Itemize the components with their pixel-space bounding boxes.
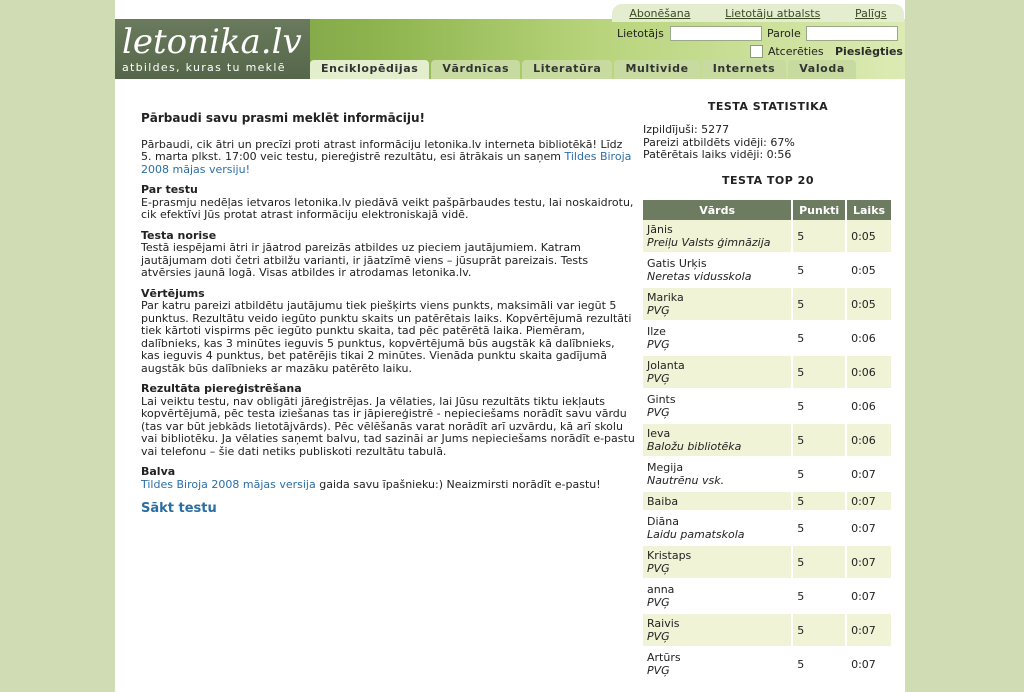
cell-name — [643, 287, 792, 321]
table-row — [643, 321, 892, 355]
table-row — [643, 457, 892, 491]
cell-time: 0:06 — [846, 389, 892, 423]
top20-table — [643, 200, 893, 682]
table-row — [643, 491, 892, 511]
cell-points: 5 — [792, 220, 846, 253]
cell-points: 5 — [792, 579, 846, 613]
participant-school: PVĢ — [647, 596, 670, 609]
cell-time: 0:07 — [846, 545, 892, 579]
cell-points: 5 — [792, 423, 846, 457]
cell-time: 0:06 — [846, 321, 892, 355]
participant-school: Neretas vidusskola — [647, 270, 752, 283]
remember-label: Atcerēties — [768, 45, 824, 58]
col-header-time[interactable]: Laiks — [846, 200, 892, 220]
cell-points: 5 — [792, 355, 846, 389]
cell-name — [643, 321, 792, 355]
tab-language[interactable]: Valoda — [788, 60, 856, 79]
section-heading-prize: Balva — [141, 465, 176, 478]
cell-name — [643, 220, 792, 253]
password-input[interactable] — [806, 26, 898, 41]
cell-name — [643, 457, 792, 491]
tab-literature[interactable]: Literatūra — [522, 60, 612, 79]
stats-block — [643, 124, 795, 162]
cell-time: 0:06 — [846, 423, 892, 457]
participant-name: Kristaps — [647, 549, 692, 562]
cell-name — [643, 647, 792, 681]
participant-name: Marika — [647, 291, 684, 304]
participant-school: Nautrēnu vsk. — [647, 474, 725, 487]
table-row — [643, 220, 892, 253]
cell-name — [643, 545, 792, 579]
cell-points: 5 — [792, 321, 846, 355]
section-heading-scoring: Vērtējums — [141, 286, 205, 300]
participant-school: PVĢ — [647, 630, 670, 643]
cell-points: 5 — [792, 457, 846, 491]
participant-name: Artūrs — [647, 651, 681, 664]
cell-name — [643, 389, 792, 423]
cell-time: 0:07 — [846, 579, 892, 613]
participant-school: Preiļu Valsts ģimnāzija — [647, 236, 771, 249]
cell-name — [643, 579, 792, 613]
cell-name — [643, 491, 792, 511]
cell-points: 5 — [792, 545, 846, 579]
participant-school: PVĢ — [647, 372, 670, 385]
section-text-about: E-prasmju nedēļas ietvaros letonika.lv piedāvā veikt pašpārbaudes testu, lai noskaidrotu, cik efektīvi Jūs protat atrast informāciju elektroniskajā vidē. — [141, 195, 634, 221]
cell-time: 0:05 — [846, 253, 892, 287]
cell-name — [643, 511, 792, 545]
cell-name — [643, 355, 792, 389]
cell-time: 0:06 — [846, 355, 892, 389]
top-links — [612, 4, 904, 22]
cell-points: 5 — [792, 647, 846, 681]
cell-points: 5 — [792, 253, 846, 287]
link-user-support[interactable]: Lietotāju atbalsts — [725, 6, 821, 20]
table-row — [643, 613, 892, 647]
section-text-process: Testā iespējami ātri ir jāatrod pareizās atbildes uz pieciem jautājumiem. Katram jautājumam doti četri atbilžu varianti, ir jāatzīmē viens – jūsuprāt pareizais. Tests atvērsies jaunā logā. Visas atbildes ir atrodamas letonika.lv. — [141, 241, 589, 279]
participant-name: Ieva — [647, 427, 671, 440]
participant-name: Jānis — [647, 223, 673, 236]
intro-text — [141, 139, 636, 177]
participant-name: Gints — [647, 393, 676, 406]
remember-checkbox[interactable] — [750, 45, 763, 58]
cell-points: 5 — [792, 613, 846, 647]
login-button[interactable]: Pieslēgties — [835, 45, 903, 58]
cell-points: 5 — [792, 389, 846, 423]
tab-multimedia[interactable]: Multivide — [614, 60, 699, 79]
table-row — [643, 647, 892, 681]
participant-school: PVĢ — [647, 562, 670, 575]
cell-time: 0:07 — [846, 613, 892, 647]
participant-school: Baložu bibliotēka — [647, 440, 742, 453]
table-row — [643, 511, 892, 545]
cell-points: 5 — [792, 287, 846, 321]
table-row — [643, 579, 892, 613]
intro-prize-link[interactable]: Tildes Biroja 2008 mājas versiju! — [141, 150, 632, 176]
cell-time: 0:07 — [846, 647, 892, 681]
section-text-scoring: Par katru pareizi atbildētu jautājumu tiek piešķirts viens punkts, maksimāli var iegūt 5 punktus. Rezultātu veido iegūto punktu skaits un patērētais laiks. Kopvērtējumā rezultāti tiek kārtoti vispirms pēc iegūto punktu skaita, tad pēc patērētā laika. Piemēram, dalībnieks, kas 3 minūtes ieguvis 5 punktus, kopvērtējumā būs augstāk kā dalībnieks, kas ieguvis 4 punktus, bet patērējis tikai 2 minūtes. Vienāda punktu skaita gadījumā augstāk būs dalībnieks ar mazāku patērēto laiku. — [141, 299, 632, 375]
section-heading-process: Testa norise — [141, 228, 217, 242]
participant-name: Jolanta — [647, 359, 685, 372]
prize-body: gaida savu īpašnieku:) Neaizmirsti norādīt e-pastu! — [315, 477, 601, 491]
tab-dictionaries[interactable]: Vārdnīcas — [431, 60, 520, 79]
cell-time: 0:07 — [846, 457, 892, 491]
site-logo[interactable]: letonika.lv — [122, 22, 302, 62]
cell-time: 0:05 — [846, 287, 892, 321]
cell-name — [643, 423, 792, 457]
link-subscription[interactable]: Abonēšana — [629, 6, 691, 20]
participant-name: Ilze — [647, 325, 666, 338]
prize-text — [141, 479, 636, 492]
intro-body: Pārbaudi, cik ātri un precīzi proti atrast informāciju letonika.lv interneta bibliotēkā! Līdz 5. marta plkst. 17:00 veic testu, piereģistrē rezultātu, esi ātrākais un saņem — [141, 137, 623, 163]
tab-internets[interactable]: Internets — [702, 60, 787, 79]
main-nav — [310, 60, 856, 79]
prize-link[interactable]: Tildes Biroja 2008 mājas versija — [141, 477, 316, 491]
cell-name — [643, 613, 792, 647]
cell-points: 5 — [792, 511, 846, 545]
table-row — [643, 253, 892, 287]
table-row — [643, 389, 892, 423]
stat-completed: Izpildījuši: 5277 — [643, 123, 730, 136]
stat-correct: Pareizi atbildēts vidēji: 67% — [643, 135, 795, 149]
participant-school: PVĢ — [647, 338, 670, 351]
page-title: Pārbaudi savu prasmi meklēt informāciju! — [141, 111, 426, 125]
table-row — [643, 423, 892, 457]
participant-name: Raivis — [647, 617, 680, 630]
table-row — [643, 355, 892, 389]
cell-points: 5 — [792, 491, 846, 511]
col-header-points[interactable]: Punkti — [792, 200, 846, 220]
section-heading-about: Par testu — [141, 183, 198, 196]
cell-time: 0:07 — [846, 491, 892, 511]
username-input[interactable] — [670, 26, 762, 41]
participant-school: PVĢ — [647, 304, 670, 317]
site-tagline: atbildes, kuras tu meklē — [122, 61, 286, 74]
col-header-name[interactable]: Vārds — [643, 200, 792, 220]
section-heading-registration: Rezultāta piereģistrēšana — [141, 382, 302, 395]
participant-name: anna — [647, 583, 675, 596]
participant-name: Gatis Urķis — [647, 257, 707, 270]
top-title: TESTA TOP 20 — [722, 174, 814, 187]
participant-name: Megija — [647, 461, 684, 474]
participant-name: Baiba — [647, 494, 679, 508]
stat-time: Patērētais laiks vidēji: 0:56 — [643, 148, 792, 161]
section-text-registration: Lai veiktu testu, nav obligāti jāreģistrējas. Ja vēlaties, lai Jūsu rezultāts tiktu iekļauts kopvērtējumā, pēc testa iziešanas tas ir jāpiereģistrē - nepieciešams norādīt savu vārdu (tas var būt jebkāds lietotājvārds). Pēc vēlēšanās varat norādīt arī uzvārdu, kā arī skolu vai bibliotēku. Ja vēlaties saņemt balvu, tad sazināi ar Jums nepieciešams norādīt e-pastu vai telefonu – šie dati netiks publiskoti rezultātu tabulā. — [141, 394, 635, 458]
cell-time: 0:07 — [846, 511, 892, 545]
participant-school: PVĢ — [647, 406, 670, 419]
start-test-button[interactable]: Sākt testu — [141, 501, 217, 516]
tab-encyclopedias[interactable]: Enciklopēdijas — [310, 60, 429, 79]
cell-time: 0:05 — [846, 220, 892, 253]
table-row — [643, 287, 892, 321]
link-help[interactable]: Palīgs — [854, 6, 887, 20]
stats-title: TESTA STATISTIKA — [707, 100, 829, 113]
username-label: Lietotājs — [617, 27, 664, 40]
main-content — [141, 112, 636, 516]
participant-school: PVĢ — [647, 664, 670, 677]
participant-school: Laidu pamatskola — [647, 528, 745, 541]
participant-name: Diāna — [647, 515, 679, 528]
table-row — [643, 545, 892, 579]
password-label: Parole — [767, 27, 801, 40]
cell-name — [643, 253, 792, 287]
